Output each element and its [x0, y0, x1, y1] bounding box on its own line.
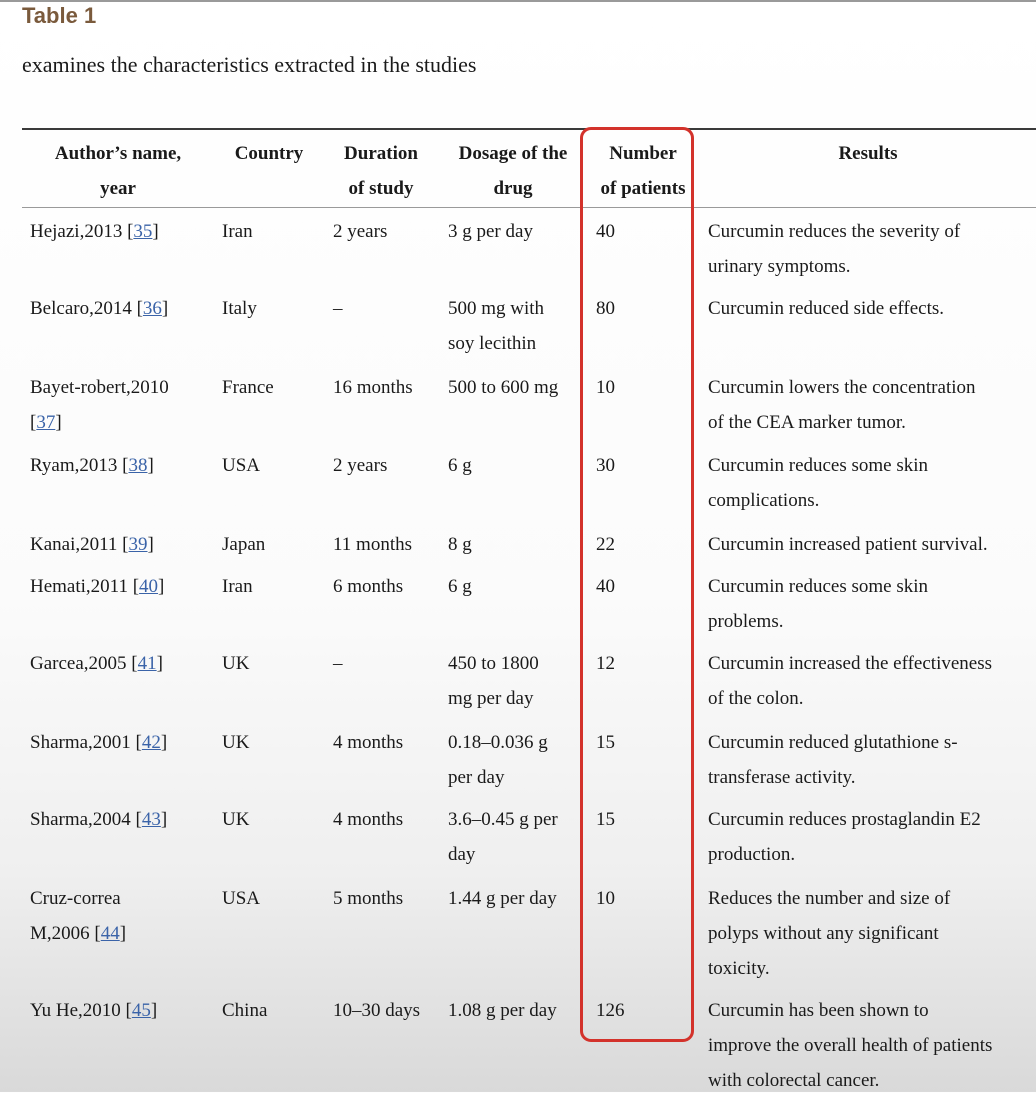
row-1-patients: 40	[596, 221, 615, 242]
row-11-duration: 10–30 days	[333, 1000, 421, 1021]
row-6-dosage: 6 g	[448, 576, 472, 597]
row-2-results: Curcumin reduced side effects.	[708, 298, 945, 319]
row-2-duration: –	[333, 298, 343, 319]
citation-link[interactable]: 37	[36, 412, 56, 433]
row-10-duration: 5 months	[333, 888, 404, 909]
header-dosage	[448, 136, 578, 206]
citation-link[interactable]: 43	[141, 809, 161, 830]
header-country	[222, 136, 316, 171]
header-patients-line1: Number	[609, 143, 677, 164]
row-10-results: Reduces the number and size of polyps without any significant toxicity.	[708, 888, 951, 979]
row-9-country: UK	[222, 809, 250, 830]
row-1-duration: 2 years	[333, 221, 388, 242]
row-4-results: Curcumin reduces some skin complications.	[708, 455, 929, 511]
header-country-line1: Country	[234, 143, 304, 164]
row-7-dosage: 450 to 1800 mg per day	[448, 653, 539, 709]
row-7-country: UK	[222, 653, 250, 674]
row-9-author: Sharma,2004 [43]	[30, 809, 168, 830]
header-duration	[333, 136, 429, 206]
row-7-duration: –	[333, 653, 343, 674]
row-2-country: Italy	[222, 298, 257, 319]
row-6-duration: 6 months	[333, 576, 404, 597]
row-5-patients: 22	[596, 534, 615, 555]
row-10-country: USA	[222, 888, 261, 909]
row-7-results: Curcumin increased the effectiveness of the colon.	[708, 653, 993, 709]
row-8-duration: 4 months	[333, 732, 404, 753]
citation-link[interactable]: 39	[128, 534, 148, 555]
row-3-results: Curcumin lowers the concentration of the CEA marker tumor.	[708, 377, 976, 433]
row-5-duration: 11 months	[333, 534, 412, 555]
row-11-author: Yu He,2010 [45]	[30, 1000, 158, 1021]
citation-link[interactable]: 44	[100, 923, 120, 944]
row-1-results: Curcumin reduces the severity of urinary symptoms.	[708, 221, 961, 277]
row-10-patients: 10	[596, 888, 615, 909]
header-dosage-line2: drug	[493, 178, 533, 199]
row-7-patients: 12	[596, 653, 615, 674]
row-5-results: Curcumin increased patient survival.	[708, 534, 988, 555]
header-top-rule	[22, 128, 1036, 130]
row-9-duration: 4 months	[333, 809, 404, 830]
header-author-line2: year	[100, 178, 136, 199]
row-5-dosage: 8 g	[448, 534, 472, 555]
row-9-patients: 15	[596, 809, 615, 830]
row-11-results: Curcumin has been shown to improve the overall health of patients with colorectal cancer.	[708, 1000, 993, 1091]
row-6-patients: 40	[596, 576, 615, 597]
row-3-patients: 10	[596, 377, 615, 398]
citation-link[interactable]: 40	[139, 576, 159, 597]
row-3-duration: 16 months	[333, 377, 413, 398]
header-duration-line1: Duration	[344, 143, 418, 164]
citation-link[interactable]: 38	[128, 455, 148, 476]
citation-link[interactable]: 35	[133, 221, 153, 242]
row-9-dosage: 3.6–0.45 g per day	[448, 809, 558, 865]
row-6-author: Hemati,2011 [40]	[30, 576, 165, 597]
citation-link[interactable]: 42	[141, 732, 161, 753]
header-author-line1: Author’s name,	[54, 143, 182, 164]
row-5-author: Kanai,2011 [39]	[30, 534, 154, 555]
header-author	[30, 136, 206, 206]
row-8-dosage: 0.18–0.036 g per day	[448, 732, 548, 788]
header-bottom-rule	[22, 207, 1036, 208]
row-7-author: Garcea,2005 [41]	[30, 653, 163, 674]
row-1-author: Hejazi,2013 [35]	[30, 221, 159, 242]
row-4-duration: 2 years	[333, 455, 388, 476]
row-3-country: France	[222, 377, 274, 398]
citation-link[interactable]: 41	[137, 653, 157, 674]
row-10-author: Cruz-correa M,2006 [44]	[30, 888, 127, 944]
row-2-patients: 80	[596, 298, 615, 319]
row-8-country: UK	[222, 732, 250, 753]
row-6-results: Curcumin reduces some skin problems.	[708, 576, 929, 632]
row-9-results: Curcumin reduces prostaglandin E2 production.	[708, 809, 981, 865]
row-4-country: USA	[222, 455, 261, 476]
row-8-patients: 15	[596, 732, 615, 753]
row-2-author: Belcaro,2014 [36]	[30, 298, 169, 319]
table-caption: examines the characteristics extracted in the studies	[22, 52, 477, 77]
header-results	[708, 136, 1028, 171]
row-11-country: China	[222, 1000, 268, 1021]
row-2-dosage: 500 mg with soy lecithin	[448, 298, 545, 354]
citation-link[interactable]: 45	[131, 1000, 151, 1021]
header-patients-line2: of patients	[600, 178, 686, 199]
row-3-author: Bayet-robert,2010 [37]	[30, 377, 169, 433]
row-11-patients: 126	[596, 1000, 625, 1021]
row-1-dosage: 3 g per day	[448, 221, 533, 242]
header-patients	[590, 136, 696, 206]
row-3-dosage: 500 to 600 mg	[448, 377, 559, 398]
row-5-country: Japan	[222, 534, 266, 555]
header-duration-line2: of study	[348, 178, 414, 199]
header-results-line1: Results	[838, 143, 898, 164]
row-4-dosage: 6 g	[448, 455, 472, 476]
header-dosage-line1: Dosage of the	[458, 143, 568, 164]
row-8-results: Curcumin reduced glutathione s- transferase activity.	[708, 732, 958, 788]
row-10-dosage: 1.44 g per day	[448, 888, 557, 909]
row-4-author: Ryam,2013 [38]	[30, 455, 154, 476]
row-4-patients: 30	[596, 455, 615, 476]
row-11-dosage: 1.08 g per day	[448, 1000, 557, 1021]
top-border	[0, 0, 1036, 2]
row-1-country: Iran	[222, 221, 253, 242]
citation-link[interactable]: 36	[142, 298, 162, 319]
table-label: Table 1	[22, 3, 97, 28]
row-8-author: Sharma,2001 [42]	[30, 732, 168, 753]
row-6-country: Iran	[222, 576, 253, 597]
